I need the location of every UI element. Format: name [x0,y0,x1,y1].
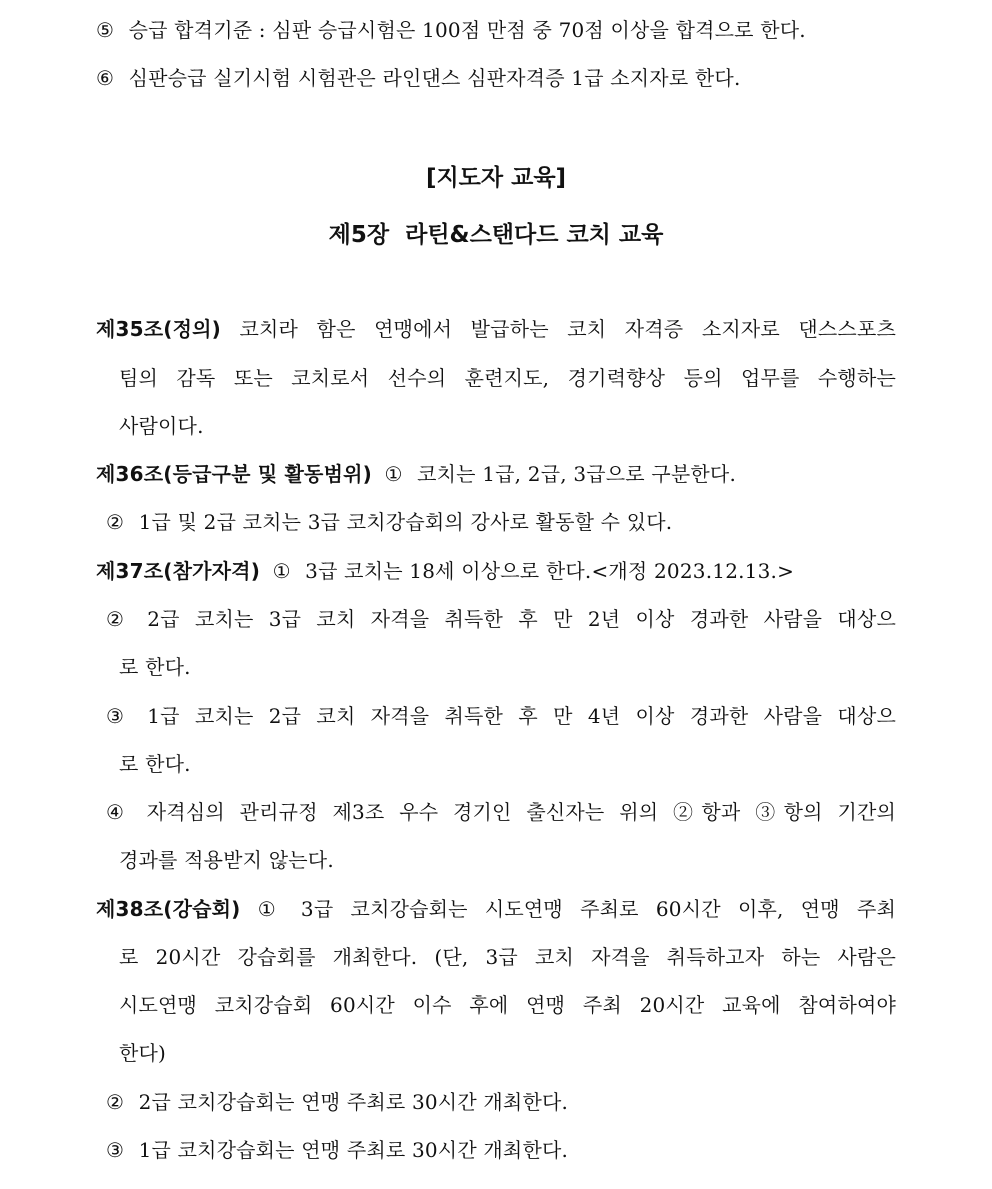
article-text: 1급 및 2급 코치는 3급 코치강습회의 강사로 활동할 수 있다. [138,510,673,534]
article-36-line-1 [96,461,736,487]
article-37-paragraph-4-cont: 경과를 적용받지 않는다. [119,848,334,872]
article-37-paragraph-2-cont: 로 한다. [119,655,191,679]
article-title: 제37조(참가자격) [96,559,261,583]
item-number: ① [272,559,291,583]
article-36-paragraph-2 [106,509,672,535]
article-text: 2급 코치강습회는 연맹 주최로 30시간 개최한다. [138,1090,569,1114]
article-text: 3급 코치강습회는 시도연맹 주최로 60시간 이후, 연맹 주최 [300,897,897,921]
list-item [96,17,806,43]
article-title: 제36조(등급구분 및 활동범위) [96,462,372,486]
item-text: 승급 합격기준 : 심판 승급시험은 100점 만점 중 70점 이상을 합격으로 한다. [128,18,806,42]
article-37-paragraph-2 [106,606,896,632]
item-number: ① [257,897,276,921]
article-35-line-1 [96,316,896,342]
item-number: ② [106,1090,125,1114]
article-text: 1급 코치는 2급 코치 자격을 취득한 후 만 4년 이상 경과한 사람을 대상으 [147,704,896,728]
article-38-line-4: 한다) [119,1041,167,1065]
item-number: ⑤ [96,18,115,42]
section-category-heading: [지도자 교육] [425,165,567,191]
article-title: 제35조(정의) [96,317,221,341]
article-text: 3급 코치는 18세 이상으로 한다.<개정 2023.12.13.> [305,559,795,583]
article-35-line-3: 사람이다. [119,414,204,438]
article-text: 자격심의 관리규정 제3조 우수 경기인 출신자는 위의 ②항과 ③항의 기간의 [146,800,897,824]
article-38-paragraph-3 [106,1137,568,1163]
article-37-paragraph-3-cont: 로 한다. [119,752,191,776]
item-number: ⑥ [96,66,115,90]
article-title: 제38조(강습회) [96,897,241,921]
item-number: ③ [106,1138,125,1162]
item-number: ④ [106,800,125,824]
item-number: ③ [106,704,125,728]
item-number: ② [106,510,125,534]
article-37-line-1 [96,558,794,584]
list-item [96,65,741,91]
article-35-line-2: 팀의 감독 또는 코치로서 선수의 훈련지도, 경기력향상 등의 업무를 수행하는 [119,366,896,390]
item-text: 심판승급 실기시험 시험관은 라인댄스 심판자격증 1급 소지자로 한다. [128,66,741,90]
item-number: ① [384,462,403,486]
article-38-line-3: 시도연맹 코치강습회 60시간 이수 후에 연맹 주최 20시간 교육에 참여하여야 [119,993,896,1017]
article-38-line-1 [96,896,896,922]
article-text: 코치는 1급, 2급, 3급으로 구분한다. [417,462,737,486]
article-38-paragraph-2 [106,1089,568,1115]
article-37-paragraph-4 [106,799,896,825]
article-text: 2급 코치는 3급 코치 자격을 취득한 후 만 2년 이상 경과한 사람을 대상으 [147,607,896,631]
article-37-paragraph-3 [106,703,896,729]
chapter-heading: 제5장 라틴&스탠다드 코치 교육 [328,222,664,248]
article-text: 1급 코치강습회는 연맹 주최로 30시간 개최한다. [138,1138,569,1162]
article-text: 코치라 함은 연맹에서 발급하는 코치 자격증 소지자로 댄스스포츠 [239,317,896,341]
article-38-line-2: 로 20시간 강습회를 개최한다. (단, 3급 코치 자격을 취득하고자 하는 사람은 [119,945,896,969]
item-number: ② [106,607,125,631]
